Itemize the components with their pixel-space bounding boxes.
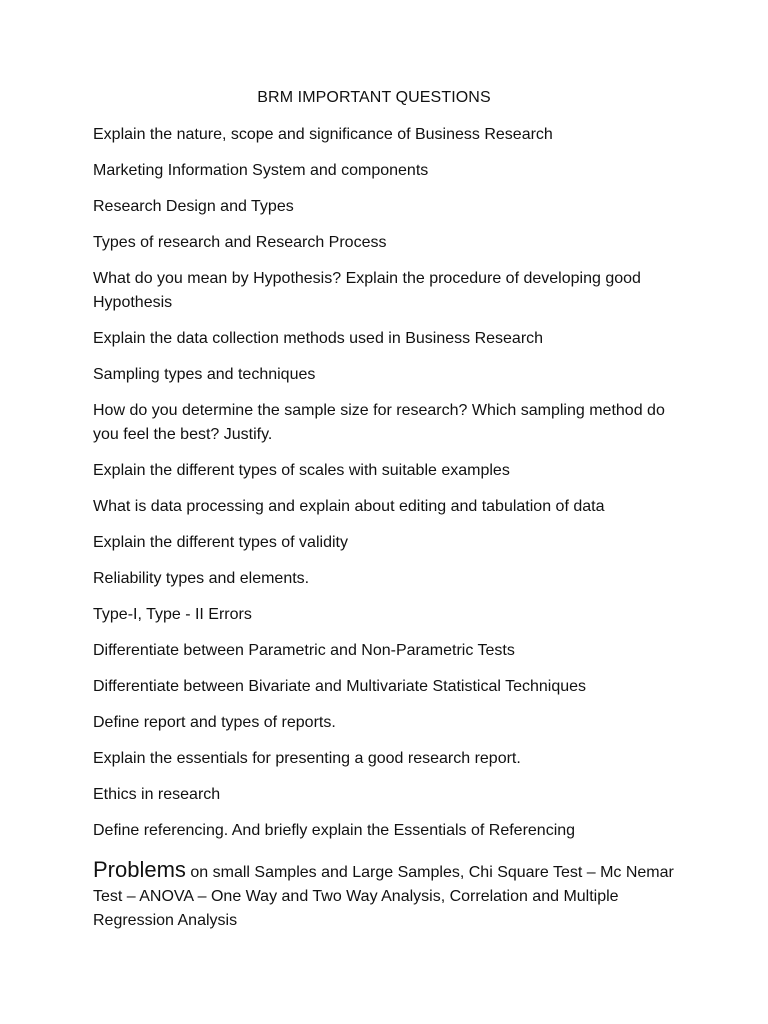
question-item: Explain the essentials for presenting a good research report. bbox=[93, 750, 521, 767]
question-item: What is data processing and explain about editing and tabulation of data bbox=[93, 498, 605, 515]
question-item: Explain the data collection methods used in Business Research bbox=[93, 330, 544, 347]
question-item: Differentiate between Parametric and Non-Parametric Tests bbox=[93, 642, 515, 659]
question-list bbox=[93, 123, 683, 855]
question-item: How do you determine the sample size for research? Which sampling method do you feel the best? Justify. bbox=[93, 402, 665, 443]
question-item: Define report and types of reports. bbox=[93, 714, 336, 731]
problems-heading: Problems bbox=[93, 857, 186, 882]
question-item: Explain the different types of validity bbox=[93, 534, 348, 551]
question-item: Types of research and Research Process bbox=[93, 234, 387, 251]
page-title: BRM IMPORTANT QUESTIONS bbox=[257, 89, 491, 106]
problems-text: on small Samples and Large Samples, Chi Square Test – Mc Nemar Test – ANOVA – One Way and Two Way Analysis, Correlation and Multiple Regression Analysis bbox=[93, 864, 674, 929]
question-item: Type-I, Type - II Errors bbox=[93, 606, 252, 623]
question-item: Marketing Information System and components bbox=[93, 162, 429, 179]
question-item: Research Design and Types bbox=[93, 198, 294, 215]
question-item: Ethics in research bbox=[93, 786, 221, 803]
question-item: Reliability types and elements. bbox=[93, 570, 310, 587]
problems-paragraph bbox=[93, 858, 683, 933]
question-item: Define referencing. And briefly explain the Essentials of Referencing bbox=[93, 822, 576, 839]
question-item: Sampling types and techniques bbox=[93, 366, 316, 383]
question-item: Explain the nature, scope and significance of Business Research bbox=[93, 126, 553, 143]
question-item: Differentiate between Bivariate and Multivariate Statistical Techniques bbox=[93, 678, 587, 695]
question-item: What do you mean by Hypothesis? Explain the procedure of developing good Hypothesis bbox=[93, 270, 641, 311]
question-item: Explain the different types of scales with suitable examples bbox=[93, 462, 510, 479]
